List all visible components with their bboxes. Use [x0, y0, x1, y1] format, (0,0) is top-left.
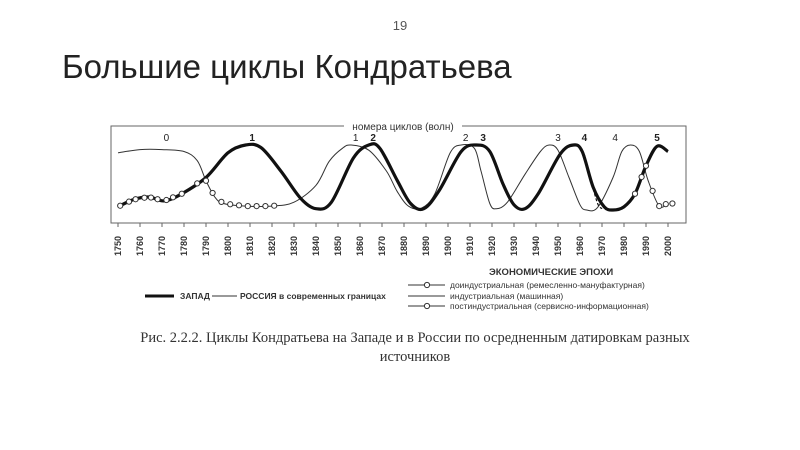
pre-industrial-marker-16	[254, 204, 259, 209]
pre-industrial-marker-7	[170, 195, 175, 200]
slide-title: Большие циклы Кондратьева	[62, 48, 512, 85]
year-label-4: 1790	[201, 235, 211, 256]
legend-russia-label: РОССИЯ в современных границах	[240, 291, 386, 301]
pre-industrial-marker-18	[272, 203, 277, 208]
year-axis	[113, 223, 673, 256]
wave-number-labels	[164, 133, 661, 144]
wave-number-7: 4	[581, 133, 588, 144]
post-industrial-marker-1	[639, 174, 644, 179]
pre-industrial-marker-9	[195, 181, 200, 186]
pre-industrial-marker-6	[164, 197, 169, 202]
wave-number-9: 5	[654, 133, 660, 144]
pre-industrial-marker-15	[245, 204, 250, 209]
year-label-17: 1920	[487, 235, 497, 256]
legend-west-label: ЗАПАД	[180, 291, 210, 301]
year-label-12: 1870	[377, 235, 387, 256]
year-label-20: 1950	[553, 235, 563, 256]
pre-industrial-marker-13	[228, 202, 233, 207]
pre-industrial-marker-11	[210, 190, 215, 195]
year-label-10: 1850	[333, 235, 343, 256]
pre-industrial-marker-2	[133, 197, 138, 202]
legend-epoch-post-label: постиндустриальная (сервисно-информационная)	[450, 301, 649, 311]
post-industrial-marker-4	[657, 204, 662, 209]
year-label-1: 1760	[135, 235, 145, 256]
pre-industrial-marker-0	[118, 203, 123, 208]
post-industrial-marker-2	[643, 163, 648, 168]
pre-industrial-marker-4	[148, 195, 153, 200]
cycle-curves	[118, 144, 675, 211]
legend-epoch-post-marker	[424, 303, 429, 308]
pre-industrial-marker-5	[155, 197, 160, 202]
year-label-7: 1820	[267, 235, 277, 256]
year-label-24: 1990	[641, 235, 651, 256]
figure-caption: Рис. 2.2.2. Циклы Кондратьева на Западе и в России по осредненным датировкам разных источников	[140, 330, 690, 365]
wave-number-3: 2	[370, 133, 376, 144]
wave-number-8: 4	[612, 133, 618, 144]
year-label-11: 1860	[355, 235, 365, 256]
post-industrial-marker-6	[670, 201, 675, 206]
wave-number-4: 2	[462, 133, 469, 144]
west-curve	[118, 144, 668, 210]
year-label-22: 1970	[597, 235, 607, 256]
diagram-frame	[111, 126, 686, 223]
legend	[145, 267, 649, 311]
pre-industrial-marker-10	[203, 178, 208, 183]
year-label-9: 1840	[311, 235, 321, 256]
year-label-5: 1800	[223, 235, 233, 256]
pre-industrial-marker-8	[179, 191, 184, 196]
wave-number-1: 1	[249, 133, 255, 144]
year-label-6: 1810	[245, 235, 255, 256]
year-label-23: 1980	[619, 235, 629, 256]
legend-epoch-pre-marker	[424, 282, 429, 287]
year-label-18: 1930	[509, 235, 519, 256]
post-industrial-marker-3	[650, 188, 655, 193]
year-label-19: 1940	[531, 235, 541, 256]
post-industrial-marker-5	[663, 202, 668, 207]
year-label-2: 1770	[157, 235, 167, 256]
year-label-15: 1900	[443, 235, 453, 256]
wave-number-5: 3	[480, 133, 486, 144]
pre-industrial-marker-1	[126, 199, 131, 204]
post-industrial-marker-0	[632, 191, 637, 196]
wave-number-0: 0	[163, 133, 170, 144]
year-label-16: 1910	[465, 235, 475, 256]
year-label-3: 1780	[179, 235, 189, 256]
year-label-8: 1830	[289, 235, 299, 256]
wave-number-2: 1	[352, 133, 359, 144]
legend-epochs-title: ЭКОНОМИЧЕСКИЕ ЭПОХИ	[489, 267, 614, 278]
year-label-13: 1880	[399, 235, 409, 256]
pre-industrial-marker-14	[236, 203, 241, 208]
russia-curve	[118, 145, 668, 211]
year-label-0: 1750	[113, 235, 123, 256]
slide-number: 19	[392, 18, 408, 33]
year-label-21: 1960	[575, 235, 585, 256]
pre-industrial-marker-3	[142, 195, 147, 200]
top-label: номера циклов (волн)	[352, 122, 454, 133]
pre-industrial-marker-12	[219, 199, 224, 204]
legend-epoch-pre-label: доиндустриальная (ремесленно-мануфактурная)	[450, 280, 645, 290]
legend-epoch-ind-label: индустриальная (машинная)	[450, 291, 564, 301]
wave-number-6: 3	[555, 133, 561, 144]
year-label-14: 1890	[421, 235, 431, 256]
year-label-25: 2000	[663, 235, 673, 256]
pre-industrial-marker-17	[263, 204, 268, 209]
